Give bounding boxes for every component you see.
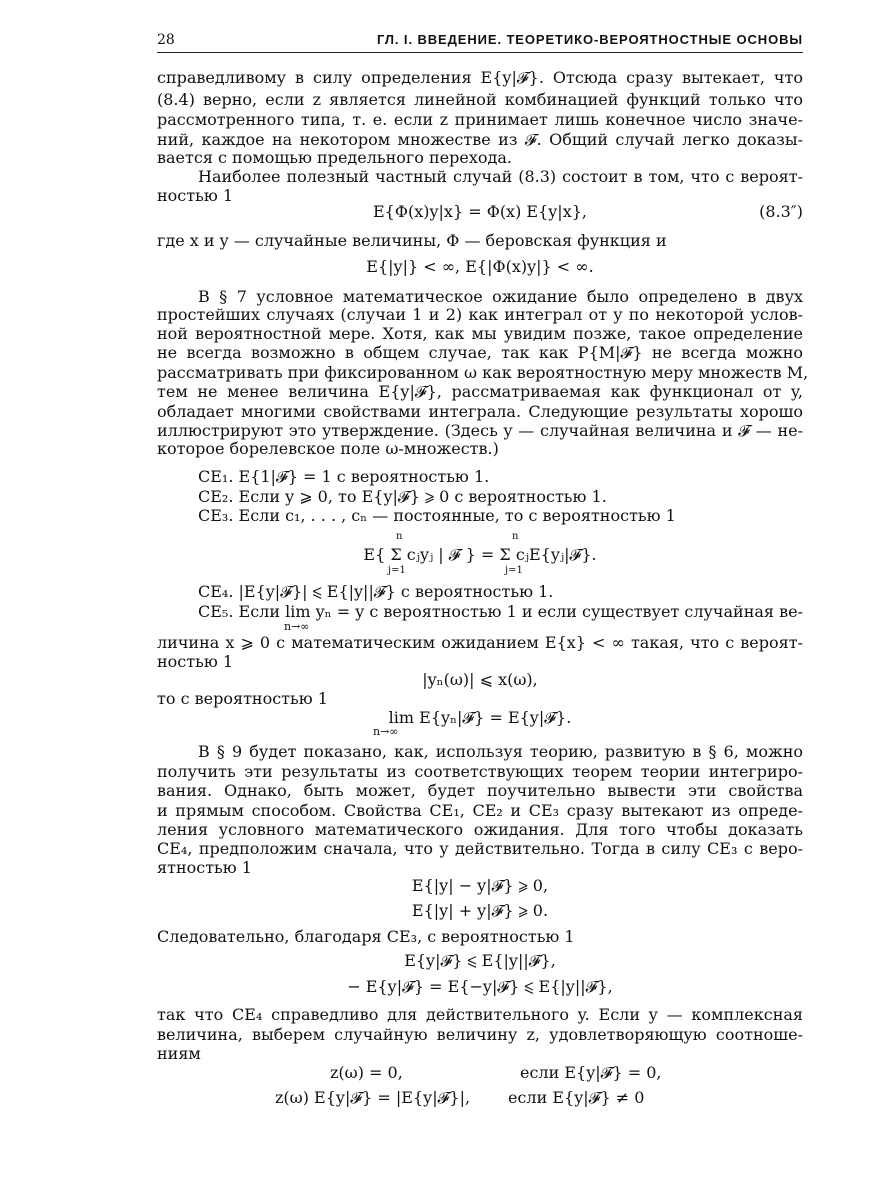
limit-subscript: n→∞ <box>373 725 399 738</box>
running-header <box>157 30 803 53</box>
text-line: где x и y — случайные величины, Φ — беровская функция и <box>157 231 667 250</box>
equation-8-3: E{Φ(x)y|x} = Φ(x) E{y|x}, <box>373 202 587 221</box>
equation-ineq4: − E{y|𝓕} = E{−y|𝓕} ⩽ E{|y||𝓕}, <box>347 977 613 996</box>
text-line: ниям <box>157 1044 201 1063</box>
text-line: ностью 1 <box>157 652 234 671</box>
equation-z2-right: если E{y|𝓕} ≠ 0 <box>508 1088 645 1107</box>
equation-z1-right: если E{y|𝓕} = 0, <box>520 1063 662 1082</box>
text-line: иллюстрируют это утверждение. (Здесь y — случайная величина и 𝓕 — не- <box>157 421 803 440</box>
running-title: ГЛ. I. ВВЕДЕНИЕ. ТЕОРЕТИКО-ВЕРОЯТНОСТНЫЕ ОСНОВЫ <box>376 32 803 47</box>
equation-limit: lim E{yₙ|𝓕} = E{y|𝓕}. <box>388 708 572 727</box>
text-line: личина x ⩾ 0 с математическим ожиданием E{x} < ∞ такая, что с вероят- <box>157 633 803 652</box>
text-line: простейших случаях (случаи 1 и 2) как интеграл от y по некоторой услов- <box>157 305 803 324</box>
equation-sum: E{ Σ cⱼyⱼ | 𝓕 } = Σ cⱼE{yⱼ|𝓕}. <box>363 545 597 564</box>
property-ce5: CE₅. Если lim yₙ = y с вероятностью 1 и если существует случайная ве- <box>198 602 803 621</box>
equation-bound: |yₙ(ω)| ⩽ x(ω), <box>422 670 538 689</box>
equation-z2-left: z(ω) E{y|𝓕} = |E{y|𝓕}|, <box>275 1088 471 1107</box>
text-line: рассмотренного типа, т. е. если z принимает лишь конечное число значе- <box>157 110 803 129</box>
limit-subscript: n→∞ <box>284 620 310 633</box>
page-number: 28 <box>157 32 175 48</box>
property-ce1: CE₁. E{1|𝓕} = 1 с вероятностью 1. <box>198 467 490 486</box>
equation-ineq2: E{|y| + y|𝓕} ⩾ 0. <box>411 901 549 920</box>
text-line: Следовательно, благодаря CE₃, с вероятностью 1 <box>157 927 575 946</box>
text-line: получить эти результаты из соответствующих теорем теории интегриро- <box>157 762 803 781</box>
text-line: ний, каждое на некотором множестве из 𝓕. Общий случай легко доказы- <box>157 130 803 149</box>
text-line: тем не менее величина E{y|𝓕}, рассматриваемая как функционал от y, <box>157 382 803 401</box>
text-line: то с вероятностью 1 <box>157 689 328 708</box>
text-line: так что CE₄ справедливо для действительного y. Если y — комплексная <box>157 1005 803 1024</box>
text-line: обладает многими свойствами интеграла. Следующие результаты хорошо <box>157 402 803 421</box>
sum-lower-limit: j=1 <box>388 565 406 576</box>
text-line: не всегда возможно в общем случае, так как P{M|𝓕} не всегда можно <box>157 343 803 362</box>
text-line: величина, выберем случайную величину z, удовлетворяющую соотноше- <box>157 1025 803 1044</box>
text-line: вания. Однако, быть может, будет поучительно вывести эти свойства <box>157 781 803 800</box>
property-ce3: CE₃. Если c₁, . . . , cₙ — постоянные, то с вероятностью 1 <box>198 506 676 525</box>
text-line: и прямым способом. Свойства CE₁, CE₂ и CE₃ сразу вытекают из опреде- <box>157 801 803 820</box>
equation-ineq1: E{|y| − y|𝓕} ⩾ 0, <box>411 876 549 895</box>
sum-lower-limit: j=1 <box>505 565 523 576</box>
text-line: (8.4) верно, если z является линейной комбинацией функций только что <box>157 90 803 109</box>
property-ce2: CE₂. Если y ⩾ 0, то E{y|𝓕} ⩾ 0 с вероятностью 1. <box>198 487 607 506</box>
equation-z1-left: z(ω) = 0, <box>330 1063 403 1082</box>
text-line: В § 9 будет показано, как, используя теорию, развитую в § 6, можно <box>198 742 803 761</box>
text-line: вается с помощью предельного перехода. <box>157 148 512 167</box>
text-line: ностью 1 <box>157 186 234 205</box>
equation-finite: E{|y|} < ∞, E{|Φ(x)y|} < ∞. <box>366 257 594 276</box>
text-line: ления условного математического ожидания. Для того чтобы доказать <box>157 820 803 839</box>
equation-label: (8.3″) <box>759 202 803 221</box>
equation-ineq3: E{y|𝓕} ⩽ E{|y||𝓕}, <box>404 951 556 970</box>
text-line: справедливому в силу определения E{y|𝓕}. Отсюда сразу вытекает, что <box>157 68 803 87</box>
text-line: которое борелевское поле ω-множеств.) <box>157 439 499 458</box>
sum-upper-limit: n <box>396 531 403 542</box>
text-line: ятностью 1 <box>157 858 252 877</box>
text-line: рассматривать при фиксированном ω как вероятностную меру множеств M, <box>157 363 809 382</box>
sum-upper-limit: n <box>512 531 519 542</box>
text-line: В § 7 условное математическое ожидание было определено в двух <box>198 287 803 306</box>
property-ce4: CE₄. |E{y|𝓕}| ⩽ E{|y||𝓕} с вероятностью 1. <box>198 582 554 601</box>
text-line: Наиболее полезный частный случай (8.3) состоит в том, что с вероят- <box>198 167 803 186</box>
text-line: CE₄, предположим сначала, что y действительно. Тогда в силу CE₃ с веро- <box>157 839 803 858</box>
text-line: ной вероятностной мере. Хотя, как мы увидим позже, такое определение <box>157 324 803 343</box>
